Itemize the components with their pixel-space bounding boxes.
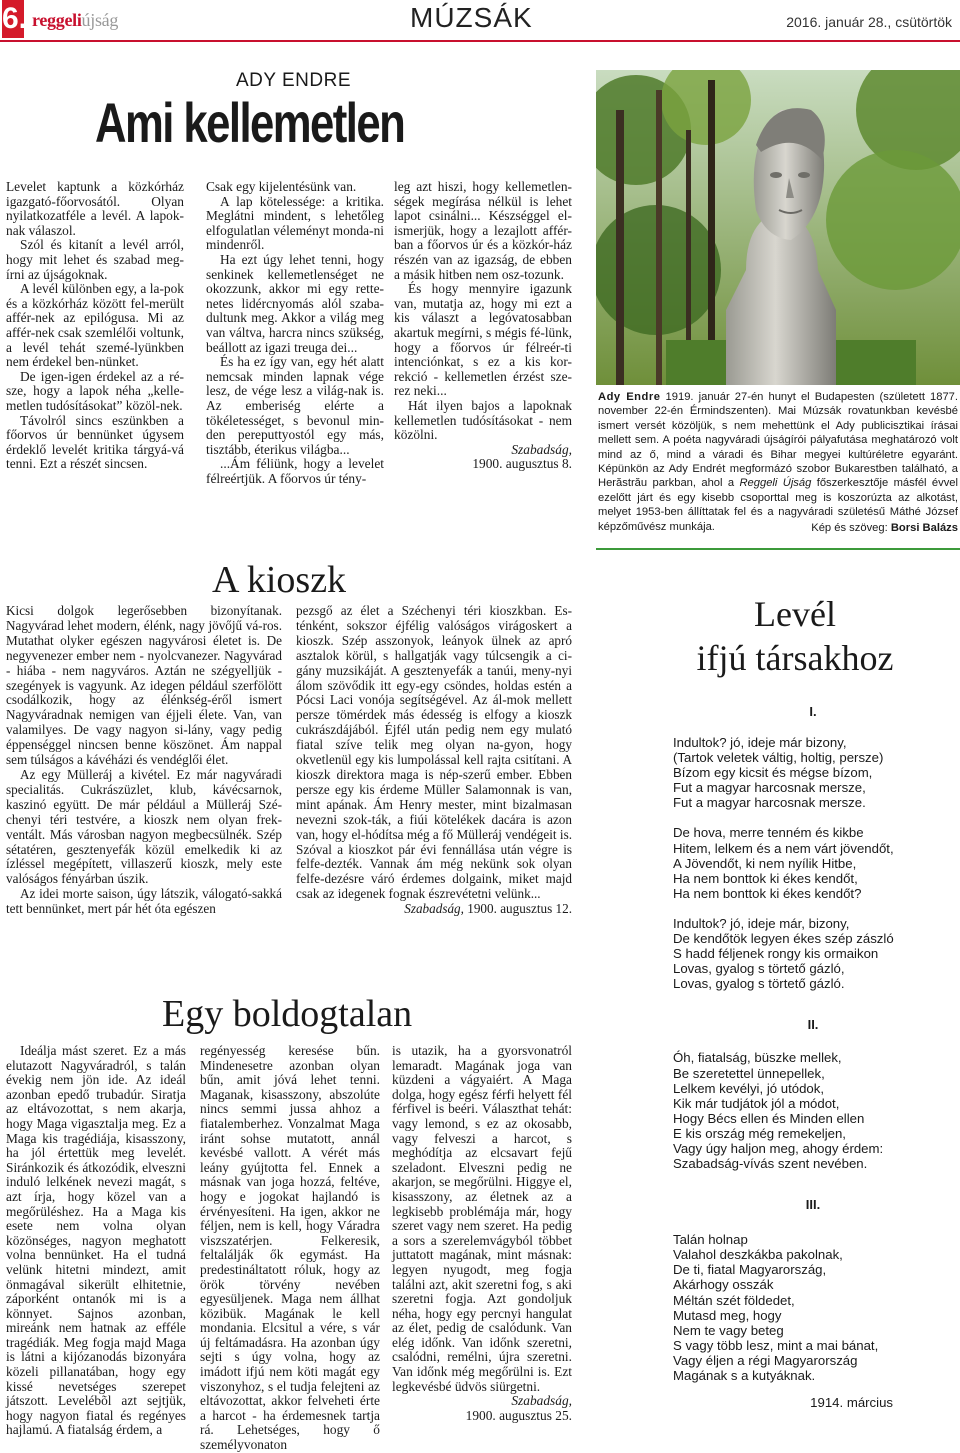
issue-date: 2016. január 28., csütörtök (786, 14, 952, 30)
photo-credit (598, 522, 958, 534)
poem-line: Hitem, lelkem és a nem várt jövendőt, (673, 840, 894, 856)
paragraph: De igen-igen érdekel az a ré-sze, hogy a lapok néha „kelle-metlen tudósításokat” közöl-nek. (6, 368, 184, 413)
poem-line: Hogy Bécs ellen és Minden ellen (673, 1110, 865, 1126)
article-title: Ami kellemetlen (95, 91, 405, 154)
poem-line: Vagy úgy haljon meg, ahogy érdem: (673, 1140, 884, 1156)
header-rule (0, 40, 960, 42)
poem-line: Ha nem bonttok ki ékes kendőt? (673, 885, 862, 901)
statue-photo (596, 70, 960, 385)
stanza (673, 916, 953, 991)
poem-line: De hova, merre tenném és kikbe (673, 825, 864, 841)
paragraph: is utazik, ha a gyorsvonatról lemaradt. Magának joga van küzdeni a vágyaiért. A Maga dolga, hogy egész férfi helyett fél férfivel is beéri. Választhat tehát: vagy lemond, s ez az okosabb, vagy felveszi a harcot, s meghódítja az elcsavart fejű szeladont. Elveszni pedig ne akarjon, se megőrülni. Higgye el, kisasszony, az életnek az a legkisebb problémája már, hogy szeret vagy nem szeret. Ha pedig a sors a szerelemvágyból többet juttatott magának, mint másnak: legyen nyugodt, meg fogja találni azt, akit szeretni fog, s aki szeretni fogja. Azt gondoljuk néha, hogy egy percnyi hangulat az élet, pedig de csalódunk. Van elég időnk. Van időnk szeretni, csalódni, remélni, újra szeretni. Van időnk még megőrülni is. Ezt legkevésbé üdvös siürgetni. (392, 1043, 572, 1394)
article3-col2 (200, 1044, 380, 1453)
article2-col2 (296, 604, 572, 917)
statue-illustration (596, 70, 960, 385)
poem-line: Be szeretettel ünnepellek, (673, 1065, 825, 1081)
poem-line: De kendőtök legyen ékes szép zászló (673, 931, 894, 947)
paragraph: leg azt hiszi, hogy kellemetlen-ségek megírása nélkül is lehet lapot csinálni... Készséggel el-ismerjük, hogy a lezajlott affér-ban a főorvos úr és a közkór-ház részén van az igazság, de ebben a másik hitben nem osz-tozunk. (394, 179, 572, 282)
paragraph: Hát ilyen bajos a lapoknak kellemetlen tudósításokat - nem közölni. (394, 397, 572, 443)
poem-body (673, 704, 953, 1410)
poem-title-line1: Levél (754, 594, 836, 634)
poem-title (660, 592, 930, 680)
poem-line: (Tartok veletek váltig, holtig, persze) (673, 750, 884, 766)
poem-line: Talán holnap (673, 1232, 748, 1248)
paragraph: regényesség keresése bűn. Mindenesetre azonban olyan bűn, amit jóvá lehet tenni. Maganak, kisasszony, abszolúte nincs semmi jussa ahhoz a fiatalemberhez. Vonzalmat Maga iránt sohse mutatott, annál kevésbé vallott. A vérét más leány gyújtotta fel. Ennek a másnak van joga hozzá, feltéve, hogy e jogokat hajlandó is érvényesíteni. Ha igen, akkor ne féljen, nem is kell, hogy Váradra viszszatérjen. Felkeresik, feltalálják ők egymást. Ha predestináltatott róluk, hogy az örök törvény nevében egyesüljenek. Maga nem állhat közibük. Magának le kell mondania. Elcsitul a vére, s vár új feltámadásra. Ha azonban úgy sejti s úgy volna, hogy az imádott ifjú nem köti magát egy viszonyhoz, s el tudja felejteni az eltávozottat, akkor felveheti érte a harcot - ha érdemesnek tartja rá. Lehetséges, hogy ő személyvonaton (200, 1043, 380, 1453)
poem-line: Lovas, gyalog s törtető gázló. (673, 976, 845, 992)
source-name: Szabadság, (404, 901, 464, 917)
poem-line: Nem te vagy beteg (673, 1322, 784, 1338)
article-title: A kioszk (212, 559, 347, 601)
article-source: Szabadság, (511, 1393, 572, 1409)
paragraph: Az egy Mülleráj a kivétel. Ez már nagyváradi specialitás. Cukrászüzlet, klub, kávécsarnok, kaszinó együtt. De már például a Mülleráj Szé-chenyi téri testvére, a kioszk nem olyan frek-ventált. Más városban nagyon megbecsülnék. Szép sétatéren, gesztenyefák közül emelkedik ki az ízléssel megépített, villaszerű kioszk, mely este valóságos fényárban úszik. (6, 766, 282, 887)
article-source (296, 902, 572, 917)
credit-label: Kép és szöveg: (811, 522, 888, 534)
poem-line: Szabadság-vívás szent nevében. (673, 1156, 868, 1172)
paragraph: Távolról sincs eszünkben a főorvos úr bennünket úgysem érdeklő levelét kritika tárgyá-vá tenni. Ezt a részét sincsen. (6, 412, 184, 472)
page-header (0, 0, 960, 42)
paragraph: Csak egy kijelentésünk van. (206, 179, 357, 194)
poem-line: Kik már tudjátok jól a módot, (673, 1095, 840, 1111)
paragraph: És hogy mennyire igazunk van, mutatja az, hogy mi ezt a kis választ a legóvatosabban akartuk megírni, s mégis fé-lünk, hogy a főorvos úr félreér-ti intenciónkat, s ez a kis kor-rekció - kellemetlen érzést sze-rez neki... (394, 281, 572, 399)
article-title: Egy boldogtalan (162, 993, 413, 1035)
poem-line: S hadd féljenek rongy kis ormaikon (673, 946, 879, 962)
poem-line: E kis ország még remekeljen, (673, 1125, 846, 1141)
section-rule (596, 548, 960, 550)
stanza (673, 1232, 953, 1383)
paragraph: Az idei morte saison, úgy látszik, válogató-sakká tett bennünket, mert pár hét óta egészen (6, 886, 282, 917)
poem-title-line2: ifjú társakhoz (696, 638, 894, 678)
caption-italic: Reggeli Újság (739, 477, 812, 490)
poem-line: Fut a magyar harcosnak mersze, (673, 780, 866, 796)
article-source-date: 1900. augusztus 25. (465, 1407, 572, 1423)
article1-col3 (394, 180, 572, 472)
page-number: 6. (2, 0, 24, 38)
article-author: ADY ENDRE (236, 70, 352, 91)
paragraph: Szól és kitanít a levél arról, hogy mit lehet és szabad meg-írni az újságoknak. (6, 237, 184, 282)
brand-red: reggeli (32, 10, 82, 30)
poem-line: Indultok? jó, ideje már, bizony, (673, 915, 850, 931)
poem-line: Lelkem kevélyi, jó utódok, (673, 1080, 824, 1096)
poem-line: Fut a magyar harcosnak mersze. (673, 795, 866, 811)
poem-line: De ti, fiatal Magyarország, (673, 1262, 827, 1278)
paragraph: pezsgő az élet a Széchenyi téri kioszkban. Es-ténként, sokszor éjfélig valóságos virágoskert a kioszk. Szép asszonyok, leányok ülnek az apró asztalok körül, s hallgatják vagy túlcsengik a ci-gány muzsikáját. A gesztenyefák a tanúi, meny-nyi álom szövődik itt egy-egy csöndes, holdas estén a Pócsi Laci vonója segítségével. Az ál-mok mellett persze tömérdek más édesség is elfogy a kioszk cukrászdájából. Éjfél után pedig nem egy mulató fiatal szíve telik meg olyan na-gyon, hogy okvetlenül egy kis lumpolással kell rajta csitítani. A kioszk direktora maga is nép-szerű ember. Ebben persze egy kis érdeme Müller Salamonnak is van, mint apának. Ám Henry mester, mint bizalmasan nevezni szok-ták, a fiúi kötelékek dacára is azon van, hogy el-hódítsa még a fő Mülleráj vendégeit is. Szóval a kioszkot pár évi fennállása után végre is felfe-dezték. Vannak ám még nekünk sok olyan felfe-dezésre váró érdemes dolgaink, miket majd csak az idegenek fognak észrevétetni velünk... (296, 603, 572, 902)
caption-text2: főszerkesztője másfél évvel ezelőtt járt és egy kisebb csoporttal meg is koszorúzta az alkotást, melyet 1953-ben állíttatak fel és a nagyváradi születésű Máthé József képzőművész munkája. (598, 477, 959, 533)
paragraph: Levelet kaptunk a közkórház igazgató-főorvosától. Olyan nyilatkozatféle a levél. A lapok-nak válaszol. (6, 179, 184, 238)
article-source: Szabadság, (511, 441, 572, 457)
poem-line: Akárhogy osszák (673, 1277, 774, 1293)
poem-line: Valahol deszkákba pakolnak, (673, 1247, 843, 1263)
poem-part-label: III. (805, 1197, 821, 1213)
paragraph: ...Ám féliünk, hogy a levelet félreértjük. A főorvos úr tény- (206, 456, 384, 486)
poem-line: Indultok? jó, ideje már bizony, (673, 735, 847, 750)
credit-name: Borsi Balázs (890, 522, 958, 534)
paragraph: Ha ezt úgy lehet tenni, hogy senkinek kellemetlenséget ne okozzunk, akkor mi egy rette-netes lidércnyomás alól szaba-dultunk meg. Akkor a világ meg van váltva, harcra nincs szükség, beállott az igazi treuga dei... (206, 251, 384, 355)
poem-line: A Jövendőt, ki nem nyílik Hitbe, (673, 855, 857, 871)
poem-line: Méltán szét földedet, (673, 1292, 795, 1308)
poem-line: Vagy éljen a régi Magyarország (673, 1352, 858, 1368)
paragraph: Kicsi dolgok legerősebben bizonyítanak. Nagyvárad lehet modern, élénk, nagy jövőjű vá-ros. Mutathat olyker egészen nagyvárosi életet is. De negyvenezer ember nem - nyolcvanezer. Nagyvárad - hiába - nem nagyváros. Aztán ne szégyelljük - szegények is vagyunk. Az idegen például szerfölött csodálkozik, hogy az élénkség-éről ismert Nagyváradnak nemigen van éjjeli élete. Van, van valamilyes. De vagy nagyon si-lány, vagy pedig éppenséggel nincsen benne köszönet. Ám nappal sem túlságos a kávéházi és vendéglői élet. (6, 603, 282, 768)
paragraph: Ideálja mást szeret. Ez a más elutazott Nagyváradról, s talán évekig nem jön ide. Az ideál azonban epedő trubadúr. Siratja az eltávozottat, s nem akarja, hogy Maga vigasztalja meg. Ez a Maga kis tragédiája, kisasszony, ha jól értettük meg levelét. Siránkozik és átkozódik, elveszni induló lelkének nevezi magát, s azt írja, hogy közel van a megőrüléshez. Ha a Maga kis esete nem volna olyan közönséges, nagyon meghatott volna bennünket. Ha el tudná velünk hitetni mindezt, amit önmagával sikerült elhitetnie, záporként ontanók mi is a könnyet. Sajnos azonban, mireánk nem hatnak az efféle tragédiák. Meg fogja majd Maga is látni a kijózanodás bizonyára közeli pillanatában, hogy egy kissé nevetséges szerepet játszott. Levelébõl azt sejtjük, hogy nagyon fiatal és regényes hajlamú. A fiatalság érdem, a (6, 1043, 186, 1438)
caption-text: 1919. január 27-én hunyt el Budapesten (született 1877. november 22-én Érmindszenten). Mai Múzsák rovatunkban kevésbé ismert versét közöljük, s nem mehettünk el Ady publicisztikai írásai mellett sem. A poéta nagyváradi újságírói pályafutása meghatározó volt mind az ő, mind a váradi és Bihar megyei kultúréletre egyaránt. Képünkön az Ady Endrét megformázó szobor Bukarestben található, a Herăstrău parkban, ahol a (598, 391, 959, 490)
poem-line: Bízom egy kicsit és mégse bízom, (673, 765, 873, 781)
stanza (673, 825, 953, 900)
article2-col1 (6, 604, 282, 917)
section-title: MÚZSÁK (410, 2, 533, 33)
source-date: 1900. augusztus 12. (467, 901, 572, 917)
poem-line: Mutasd meg, hogy (673, 1307, 782, 1323)
caption-name: Ady Endre (598, 391, 661, 403)
paragraph: A lap kötelessége: a kritika. Meglátni mindent, s lehetőleg elfogulatlan véleményt monda-ni mindenről. (206, 193, 384, 253)
poem-line: Magának s a kutyáknak. (673, 1368, 816, 1383)
article-source-date: 1900. augusztus 8. (472, 456, 572, 472)
poem-part-label: I. (809, 704, 817, 719)
article1-col1 (6, 180, 184, 472)
brand-gray: újság (81, 10, 119, 30)
poem-part-label: II. (807, 1017, 819, 1033)
poem-line: Ha nem bonttok ki ékes kendőt, (673, 870, 858, 886)
poem-line: Óh, fiatalság, büszke mellek, (673, 1050, 842, 1066)
article3-col1 (6, 1044, 186, 1438)
paragraph: A levél különben egy, a la-pok és a közkórház között fel-merült affér-nek az epilógusa. Mi az affér-nek csak szemlélői voltunk, a levél tehát szemé-lyünkben nem érdekel ben-nünket. (6, 281, 184, 370)
newspaper-brand (32, 10, 118, 31)
article1-col2 (206, 180, 384, 486)
photo-caption (598, 390, 958, 534)
poem-line: S vagy több lesz, mint a mai bánat, (673, 1337, 879, 1353)
stanza (673, 1050, 953, 1171)
poem-date: 1914. március (810, 1395, 893, 1411)
paragraph: És ha ez így van, egy hét alatt nemcsak minden lapnak vége lesz, de vége lesz a világ-nak is. Az emberiség elérte a tökéletességet, s bevonul min-den pereputtyostól egy más, tisztább, éterikus világba... (206, 354, 384, 457)
stanza (673, 735, 953, 810)
poem-line: Lovas, gyalog s törtető gázló, (673, 961, 845, 977)
article3-col3 (392, 1044, 572, 1423)
